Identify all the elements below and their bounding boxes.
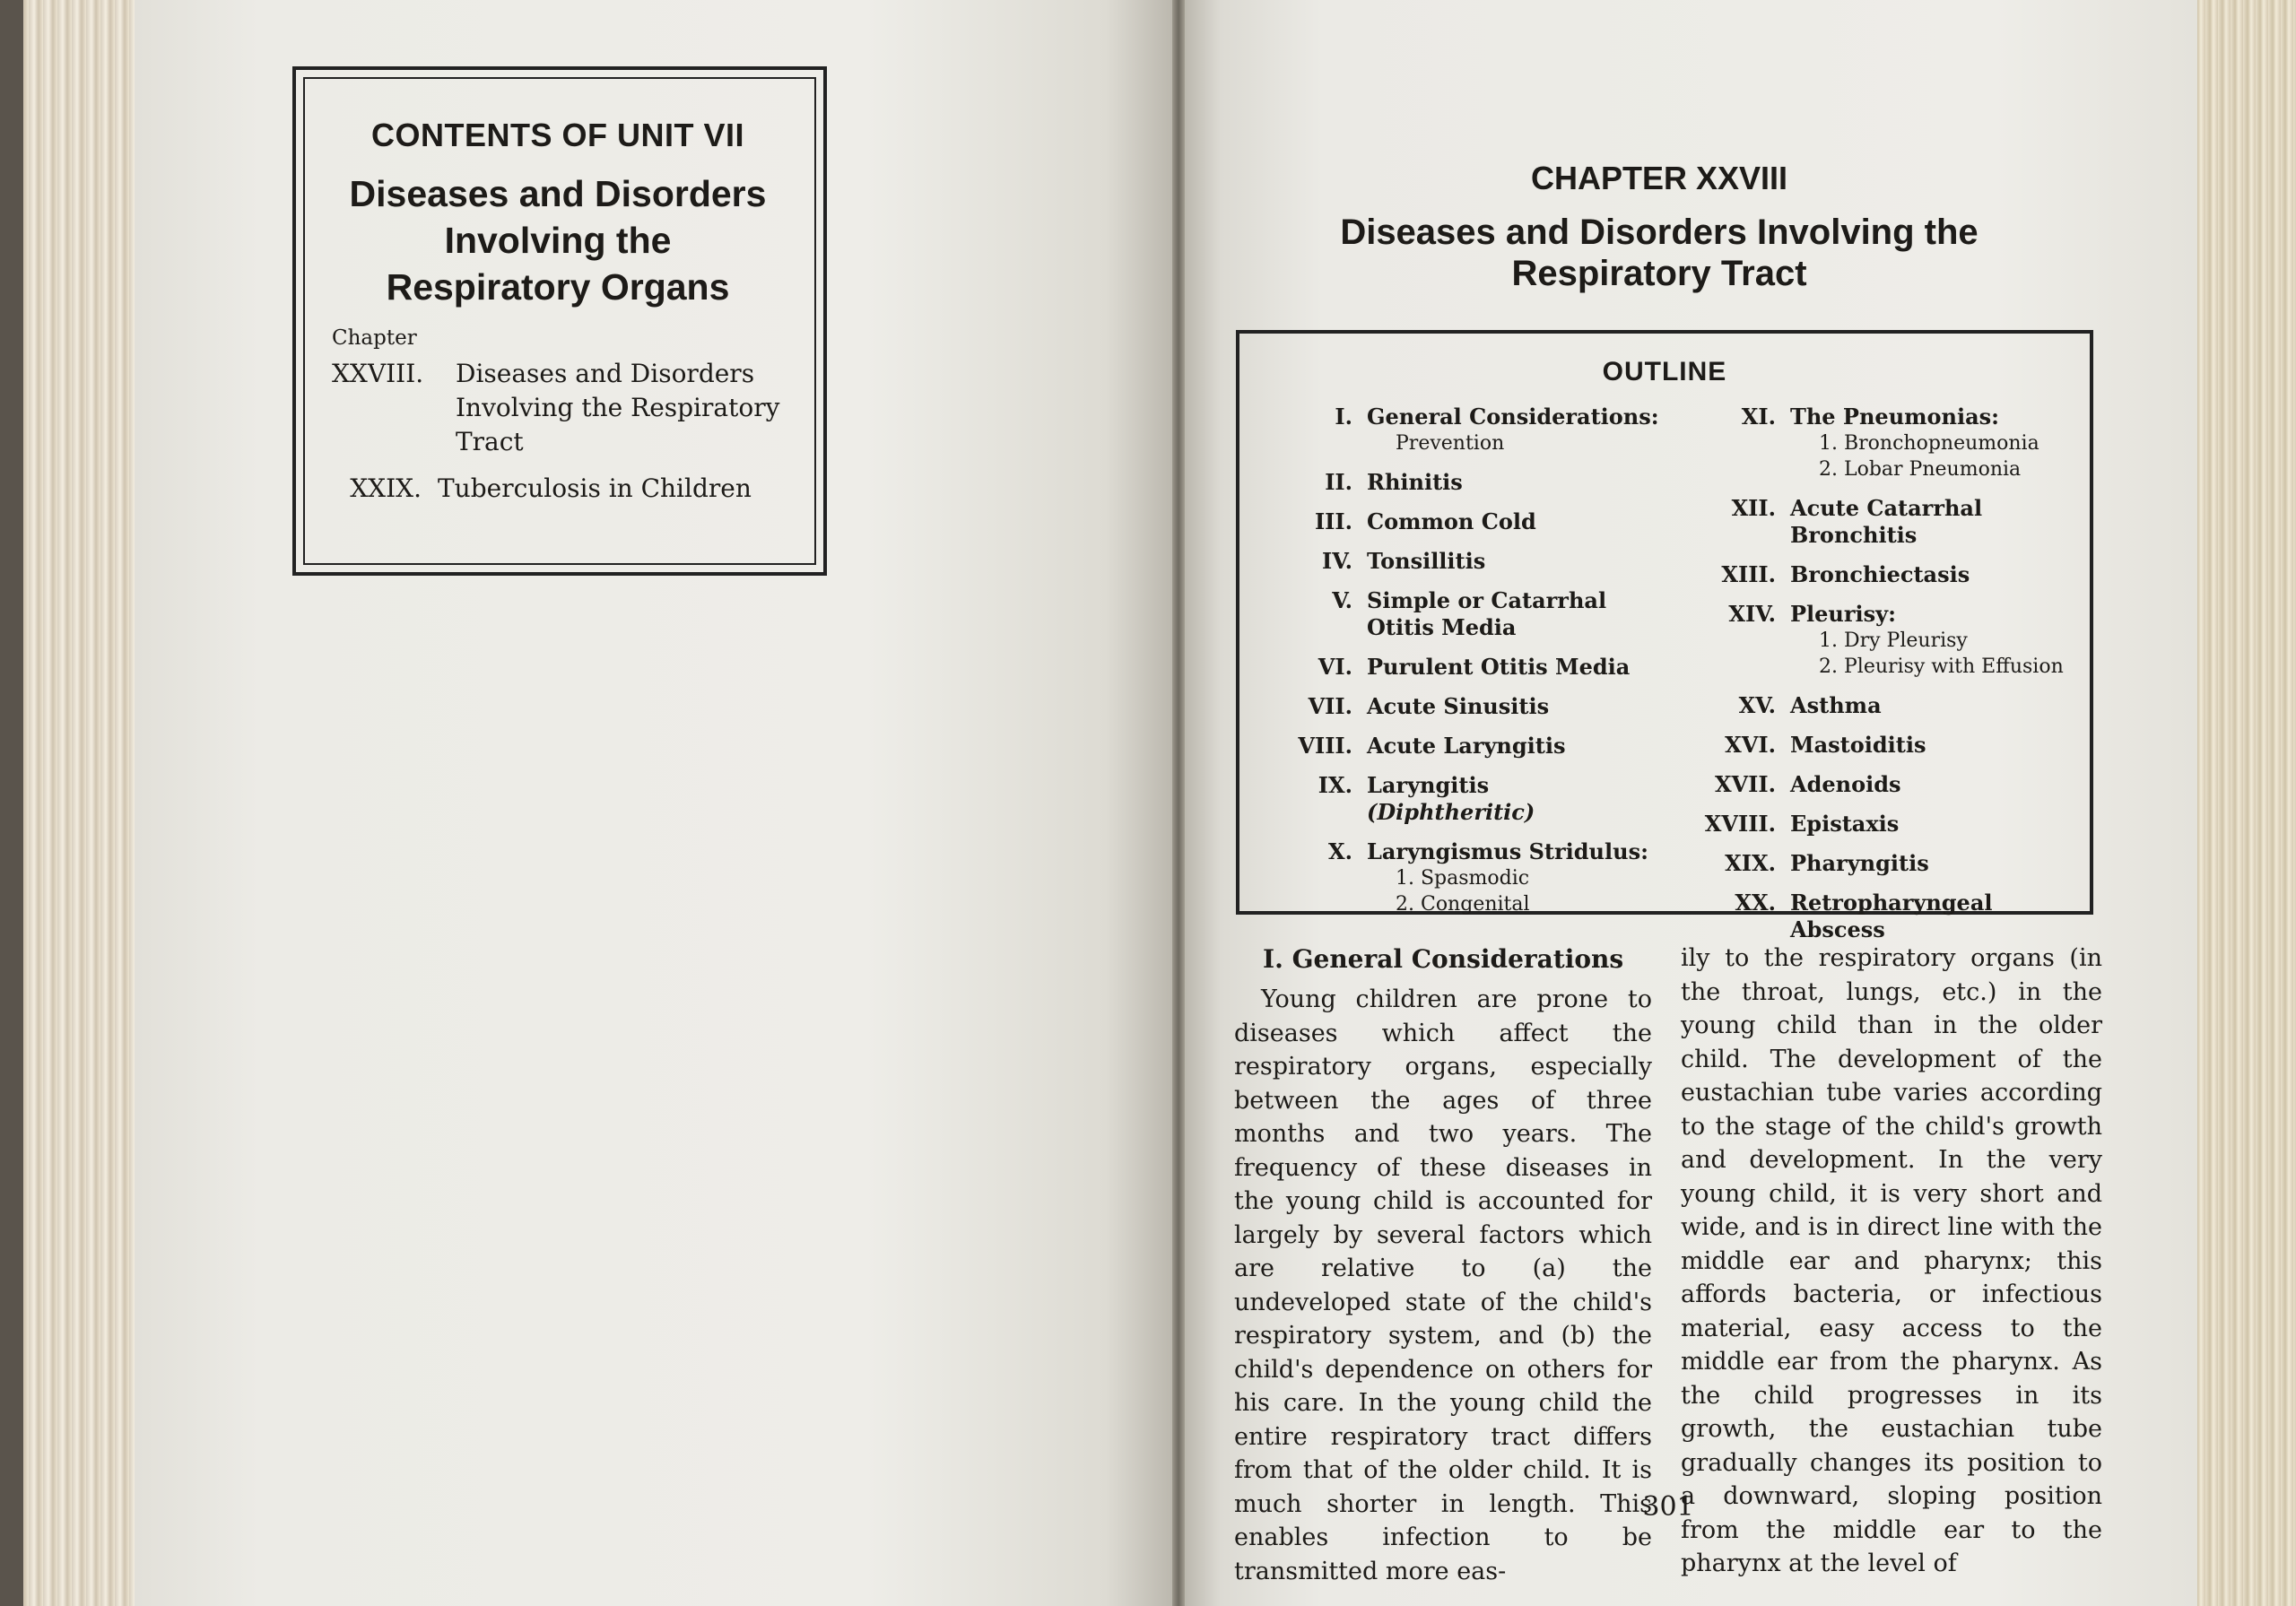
outline-item-title-text: Rhinitis bbox=[1367, 469, 1463, 495]
outline-item-number: X. bbox=[1328, 838, 1352, 864]
outline-item-number: III. bbox=[1314, 508, 1352, 534]
outline-item-body bbox=[1790, 850, 2092, 877]
outline-item-number: XI. bbox=[1741, 404, 1776, 430]
outline-item-body bbox=[1790, 495, 2092, 549]
outline-item-title-text: Acute Catarrhal Bronchitis bbox=[1790, 495, 1983, 548]
chapter-title bbox=[1292, 212, 2027, 294]
outline-item-title bbox=[1367, 587, 1661, 641]
chapter-label: CHAPTER XXVIII bbox=[1530, 160, 1788, 196]
outline-item-title bbox=[1367, 838, 1661, 865]
outline-item bbox=[1257, 654, 1661, 681]
outline-item-number: XX. bbox=[1735, 890, 1776, 916]
outline-item-number: IV. bbox=[1321, 548, 1352, 574]
outline-item bbox=[1257, 469, 1661, 496]
outline-item-title bbox=[1367, 469, 1661, 496]
outline-item bbox=[1257, 838, 1661, 917]
outline-item-number: XIV. bbox=[1728, 601, 1776, 627]
outline-item bbox=[1257, 587, 1661, 641]
outline-item-body bbox=[1790, 561, 2092, 588]
outline-right-column bbox=[1661, 404, 2092, 956]
book-cover-edge bbox=[0, 0, 23, 1606]
outline-item-body bbox=[1367, 693, 1661, 720]
outline-item-title-text: Laryngismus Stridulus: bbox=[1367, 838, 1648, 864]
contents-chapter-label: Chapter bbox=[332, 326, 417, 350]
outline-item-number: XVI. bbox=[1725, 732, 1776, 758]
outline-item bbox=[1257, 772, 1661, 826]
outline-item-title-text: Acute Sinusitis bbox=[1367, 693, 1550, 719]
outline-item-title bbox=[1790, 811, 2092, 838]
contents-entry bbox=[332, 357, 784, 459]
outline-subitem: 1. Dry Pleurisy bbox=[1819, 629, 1968, 652]
outline-item-number: XVII. bbox=[1714, 771, 1776, 797]
outline-item bbox=[1257, 548, 1661, 575]
book-gutter bbox=[1172, 0, 1185, 1606]
outline-item-body bbox=[1367, 772, 1661, 826]
outline-item-title-text: General Considerations: bbox=[1367, 404, 1659, 430]
outline-item-title bbox=[1367, 548, 1661, 575]
body-text-left: Young children are prone to diseases which affect the respiratory organs, especially between the ages of three months and two years. The frequency of these diseases in the young child is accounted for largely by several factors which are relative to (a) the undeveloped state of the child's respiratory system, and (b) the child's dependence on others for his care. In the young child the entire respiratory tract differs from that of the older child. It is much shorter in length. This enables infection to be transmitted more eas- bbox=[1234, 985, 1652, 1585]
outline-item-body bbox=[1367, 654, 1661, 681]
outline-item bbox=[1661, 811, 2092, 838]
outline-item-body bbox=[1367, 838, 1661, 917]
outline-item-title-text: Pharyngitis bbox=[1790, 850, 1929, 876]
contents-subtitle-line: Involving the bbox=[444, 220, 672, 261]
outline-item-title-text: Adenoids bbox=[1790, 771, 1901, 797]
outline-item-title bbox=[1367, 404, 1661, 430]
outline-item bbox=[1661, 692, 2092, 719]
outline-item-title bbox=[1790, 692, 2092, 719]
outline-item-title bbox=[1790, 495, 2092, 549]
outline-item-body bbox=[1790, 601, 2092, 680]
outline-item bbox=[1257, 693, 1661, 720]
outline-item-title-text: Mastoiditis bbox=[1790, 732, 1926, 758]
outline-item-title-text: Acute Laryngitis bbox=[1367, 733, 1566, 759]
outline-item-title bbox=[1367, 733, 1661, 760]
outline-item-title bbox=[1790, 561, 2092, 588]
contents-box bbox=[292, 66, 827, 576]
outline-item-title-text: Laryngitis bbox=[1367, 772, 1490, 798]
outline-item-title-text: Epistaxis bbox=[1790, 811, 1900, 837]
contents-entry-number: XXIX. bbox=[350, 473, 422, 503]
outline-item-title bbox=[1367, 654, 1661, 681]
contents-subtitle-line: Respiratory Organs bbox=[386, 266, 730, 308]
outline-item-body bbox=[1790, 692, 2092, 719]
outline-item-body bbox=[1790, 811, 2092, 838]
outline-item-number: XII. bbox=[1731, 495, 1776, 521]
outline-item-body bbox=[1790, 771, 2092, 798]
outline-item-number: XVIII. bbox=[1704, 811, 1776, 837]
outline-item-title-text: Retropharyngeal Abscess bbox=[1790, 890, 1993, 942]
outline-item-title bbox=[1790, 404, 2092, 430]
body-text-right-column: ily to the respiratory organs (in the throat, lungs, etc.) in the young child than in the older child. The development of the eustachian tube varies according to the stage of the child's growth and development. In the very young child, it is very short and wide, and is in direct line with the middle ear and pharynx; this affords bacteria, or infectious material, easy access to the middle ear from the pharynx. As the child progresses in its growth, the eustachian tube gradually changes its position to a downward, sloping position from the middle ear to the pharynx at the level of bbox=[1681, 944, 2102, 1577]
outline-item-title-text: Common Cold bbox=[1367, 508, 1536, 534]
contents-inner-frame bbox=[303, 77, 816, 565]
outline-item-title bbox=[1790, 732, 2092, 759]
outline-heading: OUTLINE bbox=[1602, 357, 1727, 386]
outline-item-body bbox=[1367, 548, 1661, 575]
outline-item-title bbox=[1367, 508, 1661, 535]
outline-item-title-text: Asthma bbox=[1790, 692, 1882, 718]
outline-subitem: 1. Bronchopneumonia bbox=[1819, 432, 2039, 455]
outline-item-title-text: Bronchiectasis bbox=[1790, 561, 1970, 587]
outline-item-number: XIX. bbox=[1725, 850, 1776, 876]
outline-item-title bbox=[1790, 850, 2092, 877]
outline-item-title-text: Purulent Otitis Media bbox=[1367, 654, 1631, 680]
outline-item-body bbox=[1367, 733, 1661, 760]
outline-subitem: 1. Spasmodic bbox=[1396, 867, 1530, 890]
chapter-title-line: Diseases and Disorders Involving the bbox=[1340, 213, 1979, 252]
outline-item-number: IX. bbox=[1318, 772, 1352, 798]
outline-item-title-text: The Pneumonias: bbox=[1790, 404, 2000, 430]
outline-item-title bbox=[1790, 890, 2092, 943]
outline-item-title-text: Simple or Catarrhal Otitis Media bbox=[1367, 587, 1607, 640]
contents-entry-title: Tuberculosis in Children bbox=[438, 473, 752, 503]
outline-item-number: XV. bbox=[1738, 692, 1776, 718]
contents-entry-title: Diseases and Disorders Involving the Respiratory Tract bbox=[456, 359, 780, 456]
outline-item-body bbox=[1790, 732, 2092, 759]
outline-item bbox=[1661, 890, 2092, 943]
outline-item-number: XIII. bbox=[1721, 561, 1776, 587]
outline-item-title-text: Pleurisy: bbox=[1790, 601, 1896, 627]
contents-entry bbox=[332, 472, 784, 506]
outline-item-title bbox=[1790, 601, 2092, 628]
outline-item-number: I. bbox=[1335, 404, 1352, 430]
outline-item-number: VII. bbox=[1308, 693, 1352, 719]
outline-item-title-emphasis: (Diphtheritic) bbox=[1367, 799, 1535, 825]
outline-subitem: 2. Pleurisy with Effusion bbox=[1819, 655, 2064, 678]
outline-subitem: 2. Lobar Pneumonia bbox=[1819, 458, 2022, 481]
outline-item bbox=[1661, 771, 2092, 798]
book-edge-right bbox=[2193, 0, 2296, 1606]
contents-subtitle-line: Diseases and Disorders bbox=[349, 173, 767, 214]
outline-item bbox=[1257, 733, 1661, 760]
outline-item-body bbox=[1790, 404, 2092, 482]
outline-item-body bbox=[1367, 587, 1661, 641]
outline-item bbox=[1257, 404, 1661, 456]
contents-subtitle bbox=[332, 170, 784, 310]
outline-item-body bbox=[1367, 404, 1661, 456]
outline-left-column bbox=[1257, 404, 1661, 930]
outline-box bbox=[1236, 330, 2093, 942]
contents-entry-number: XXVIII. bbox=[332, 359, 424, 388]
outline-item-number: II. bbox=[1325, 469, 1352, 495]
outline-item-title bbox=[1367, 693, 1661, 720]
outline-item-title bbox=[1790, 771, 2092, 798]
outline-item bbox=[1257, 508, 1661, 535]
outline-subitem: Prevention bbox=[1396, 432, 1505, 455]
contents-title: CONTENTS OF UNIT VII bbox=[370, 117, 744, 153]
outline-item-body bbox=[1790, 890, 2092, 943]
outline-item bbox=[1661, 601, 2092, 680]
outline-item-title bbox=[1367, 772, 1661, 826]
outline-item-body bbox=[1367, 469, 1661, 496]
page-number: 301 bbox=[1642, 1491, 1694, 1523]
chapter-title-line: Respiratory Tract bbox=[1511, 254, 1807, 293]
outline-item-number: V. bbox=[1332, 587, 1352, 613]
outline-item bbox=[1661, 404, 2092, 482]
outline-item-title-text: Tonsillitis bbox=[1367, 548, 1486, 574]
outline-subitem: 2. Congenital bbox=[1396, 893, 1530, 916]
outline-item-body bbox=[1367, 508, 1661, 535]
outline-item-number: VIII. bbox=[1298, 733, 1352, 759]
body-text-left-column bbox=[1234, 983, 1652, 1588]
outline-item bbox=[1661, 561, 2092, 588]
outline-item bbox=[1661, 850, 2092, 877]
outline-item-number: VI. bbox=[1318, 654, 1352, 680]
outline-item bbox=[1661, 495, 2092, 549]
section-title: I. General Considerations bbox=[1263, 944, 1624, 974]
outline-item bbox=[1661, 732, 2092, 759]
